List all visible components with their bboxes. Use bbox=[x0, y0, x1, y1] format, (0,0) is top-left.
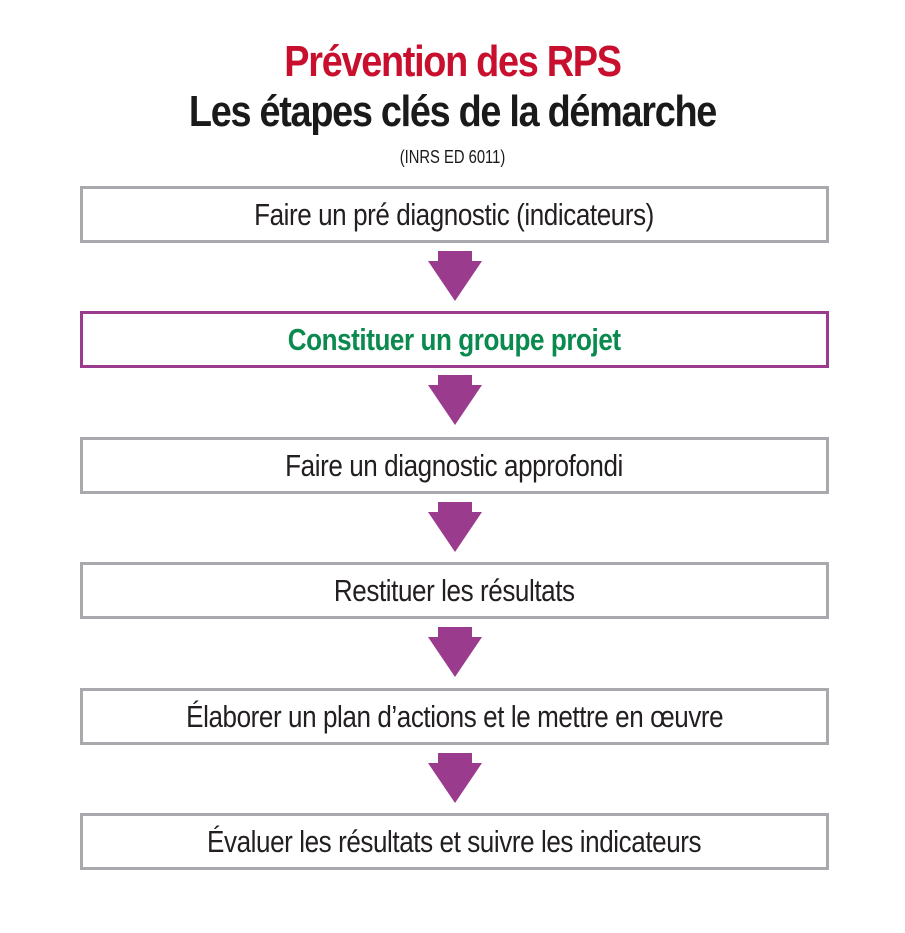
step-label-5: Élaborer un plan d’actions et le mettre en œuvre bbox=[185, 698, 724, 734]
down-arrow-icon bbox=[428, 251, 482, 301]
step-box-5 bbox=[80, 688, 829, 745]
down-arrow-icon bbox=[428, 753, 482, 803]
step-box-6 bbox=[80, 813, 829, 870]
step-box-1 bbox=[80, 186, 829, 243]
step-box-4 bbox=[80, 562, 829, 619]
source-reference: (INRS ED 6011) bbox=[399, 147, 506, 167]
step-box-3 bbox=[80, 437, 829, 494]
step-label-3: Faire un diagnostic approfondi bbox=[285, 447, 624, 483]
down-arrow-icon bbox=[428, 375, 482, 425]
step-box-2 bbox=[80, 311, 829, 368]
diagram-subtitle: Les étapes clés de la démarche bbox=[188, 87, 717, 136]
step-label-2: Constituer un groupe projet bbox=[288, 321, 621, 357]
step-label-1: Faire un pré diagnostic (indicateurs) bbox=[254, 196, 655, 232]
diagram-title: Prévention des RPS bbox=[284, 37, 621, 86]
step-label-6: Évaluer les résultats et suivre les indicateurs bbox=[207, 823, 702, 859]
down-arrow-icon bbox=[428, 502, 482, 552]
step-label-4: Restituer les résultats bbox=[334, 572, 575, 608]
down-arrow-icon bbox=[428, 627, 482, 677]
